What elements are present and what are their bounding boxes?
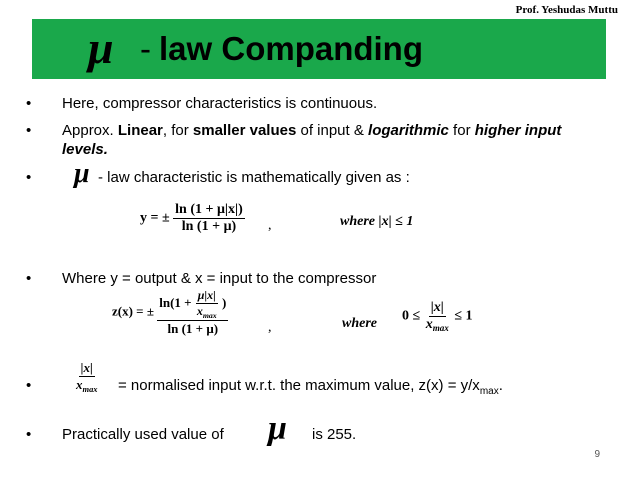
smaller-values-emphasis: smaller values	[192, 122, 297, 139]
eq2-condition-numerator: |x|	[430, 300, 444, 315]
title-bar	[32, 19, 606, 79]
x-symbol: x	[196, 304, 203, 318]
bullet-dot: •	[26, 270, 32, 287]
eq2-numerator-close: )	[221, 294, 227, 310]
eq1-numerator: ln (1 + μ|x|)	[175, 202, 243, 217]
bullet-2-text: of input &	[296, 122, 369, 139]
bullet-dot: •	[26, 122, 32, 139]
bullet-dot: •	[26, 426, 32, 443]
slide-title	[140, 29, 423, 69]
title-dash: -	[140, 30, 151, 67]
bullet-1: Here, compressor characteristics is continuous.	[62, 95, 378, 112]
eq1-comma: ,	[268, 218, 272, 233]
linear-emphasis: Linear	[117, 122, 163, 139]
bullet-dot: •	[26, 377, 32, 394]
max-subscript: max	[479, 386, 499, 397]
eq2-where: where	[342, 316, 377, 331]
eq2-numerator-text: ln(1 +	[159, 294, 192, 310]
bullet-6-after: is 255.	[312, 426, 357, 443]
bullet-5-end: .	[498, 377, 503, 394]
eq2-inner-fraction	[195, 288, 219, 320]
eq2-condition	[402, 300, 473, 333]
eq2-comma: ,	[268, 320, 272, 335]
bullet-2-text: Approx.	[62, 122, 118, 139]
max-subscript: max	[202, 311, 217, 320]
x-symbol: x	[76, 377, 83, 392]
bullet-2-text: for	[448, 122, 475, 139]
eq2-condition-denominator	[424, 317, 451, 333]
eq2-inner-denominator	[195, 304, 219, 320]
normalised-input-fraction	[74, 360, 100, 394]
fraction-denominator	[74, 377, 100, 394]
title-text: law Companding	[159, 30, 423, 67]
eq1-fraction	[173, 202, 245, 235]
mu-symbol: μ	[88, 22, 114, 73]
equation-2	[112, 288, 228, 337]
equation-1	[140, 202, 245, 235]
mu-symbol: μ	[268, 410, 287, 447]
author-name: Prof. Yeshudas Muttu	[515, 4, 618, 16]
eq1-denominator: ln (1 + μ)	[181, 219, 237, 234]
bullet-dot: •	[26, 95, 32, 112]
eq1-condition	[340, 214, 413, 230]
higher-input-emphasis: higher input levels.	[62, 122, 562, 158]
x-symbol: x	[425, 317, 433, 332]
eq1-lhs: y = ±	[140, 210, 170, 226]
max-subscript: max	[432, 323, 449, 333]
eq2-condition-fraction	[424, 300, 451, 333]
bullet-5	[118, 376, 503, 401]
fraction-numerator: |x|	[80, 360, 93, 375]
bullet-3: - law characteristic is mathematically given as :	[98, 169, 410, 186]
eq2-condition-post: ≤ 1	[454, 308, 473, 324]
eq2-condition-pre: 0 ≤	[402, 308, 421, 324]
eq2-numerator	[157, 288, 228, 321]
bullet-6-before: Practically used value of	[62, 426, 224, 443]
eq2-fraction	[157, 288, 228, 337]
max-subscript: max	[82, 384, 98, 394]
bullet-5-text: = normalised input w.r.t. the maximum value, z(x) = y/x	[118, 377, 480, 394]
bullet-2	[62, 121, 610, 159]
logarithmic-emphasis: logarithmic	[368, 122, 449, 139]
eq2-denominator: ln (1 + μ)	[167, 321, 219, 336]
bullet-4: Where y = output & x = input to the compressor	[62, 270, 377, 287]
eq2-lhs: z(x) = ±	[112, 303, 154, 319]
fraction	[74, 360, 100, 394]
page-number: 9	[594, 449, 600, 460]
bullet-2-text: , for	[162, 122, 193, 139]
eq1-condition-text: where |x| ≤ 1	[340, 214, 414, 229]
mu-symbol: μ	[74, 158, 90, 189]
eq2-inner-numerator: μ|x|	[197, 288, 216, 302]
bullet-dot: •	[26, 169, 32, 186]
